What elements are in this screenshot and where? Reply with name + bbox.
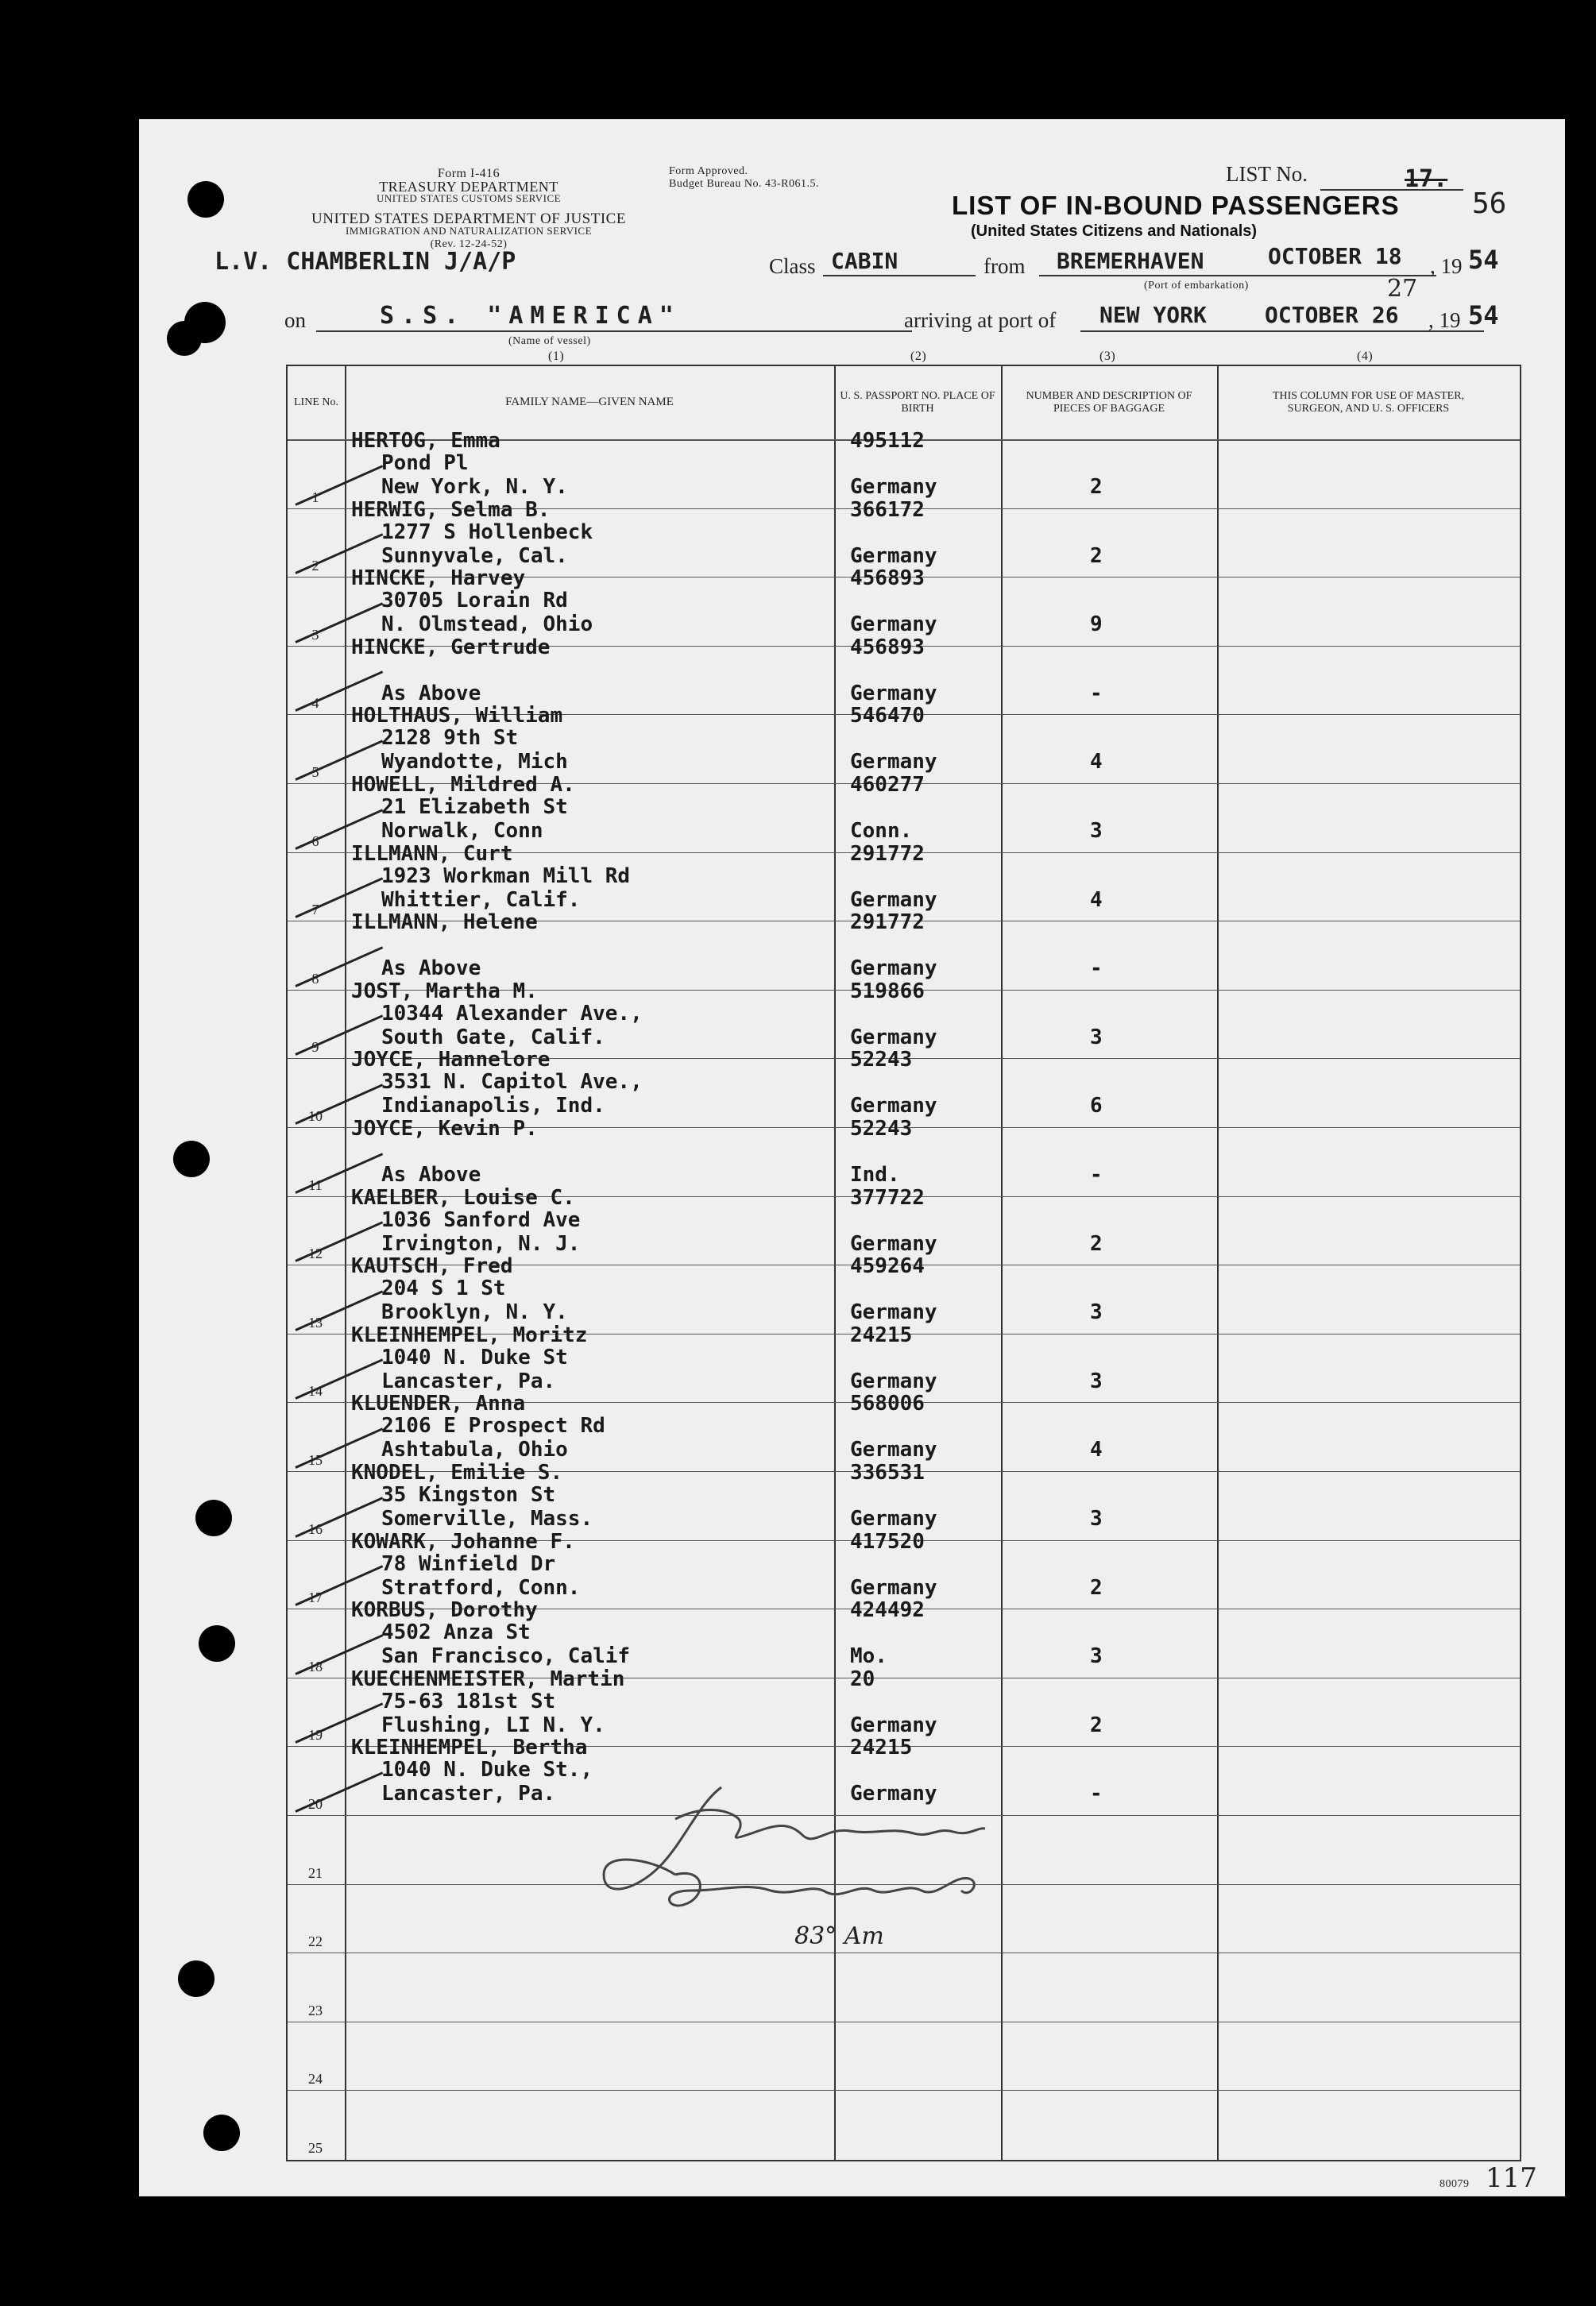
- line-number: 22: [308, 1933, 323, 1950]
- baggage-count: 3: [1090, 1507, 1103, 1531]
- row-divider: [288, 2090, 1520, 2091]
- form-approved: Form Approved.: [669, 165, 748, 177]
- passenger-name: JOYCE, Kevin P.: [351, 1117, 538, 1141]
- baggage-count: -: [1090, 681, 1103, 705]
- col-number-1: (1): [548, 350, 565, 363]
- address-line-2: New York, N. Y.: [381, 475, 568, 499]
- place-of-birth: Germany: [850, 1507, 937, 1531]
- punch-hole-icon: [199, 1625, 235, 1662]
- passenger-name: HOLTHAUS, William: [351, 704, 563, 728]
- on-label: on: [284, 308, 306, 332]
- baggage-count: 9: [1090, 612, 1103, 637]
- class-value: CABIN: [831, 248, 898, 274]
- line-number: 1: [311, 489, 319, 505]
- address-line-1: 1923 Workman Mill Rd: [381, 863, 631, 888]
- baggage-count: 2: [1090, 1231, 1103, 1256]
- line-number: 16: [308, 1520, 323, 1537]
- budget-bureau: Budget Bureau No. 43-R061.5.: [669, 178, 819, 190]
- signature-text: [1049, 1867, 1056, 1868]
- port-embarkation-caption: (Port of embarkation): [1144, 280, 1249, 292]
- address-line-2: Brooklyn, N. Y.: [381, 1300, 568, 1325]
- line-number: 4: [311, 695, 319, 712]
- departure-year: 54: [1468, 245, 1499, 275]
- address-line-1: 1277 S Hollenbeck: [381, 520, 593, 544]
- passport-number: 519866: [850, 979, 925, 1003]
- address-line-2: Ashtabula, Ohio: [381, 1438, 568, 1462]
- address-line-2: Stratford, Conn.: [381, 1575, 581, 1600]
- passenger-name: ILLMANN, Helene: [351, 910, 538, 935]
- line-number: 11: [308, 1176, 323, 1193]
- place-of-birth: Germany: [850, 1231, 937, 1256]
- passport-number: 456893: [850, 566, 925, 591]
- departure-date: OCTOBER 18: [1268, 243, 1402, 269]
- footer-handwritten-number: 117: [1486, 2162, 1537, 2194]
- line-number: 12: [308, 1246, 323, 1262]
- passport-number: 20: [850, 1667, 875, 1691]
- address-line-1: 21 Elizabeth St: [381, 795, 568, 819]
- header-name: FAMILY NAME—GIVEN NAME: [505, 396, 674, 409]
- page-number: 56: [1472, 187, 1507, 220]
- passport-number: 366172: [850, 497, 925, 522]
- address-line-2: Wyandotte, Mich: [381, 750, 568, 774]
- page-subtitle: (United States Citizens and Nationals): [971, 222, 1258, 240]
- address-line-2: Flushing, LI N. Y.: [381, 1713, 605, 1737]
- baggage-count: -: [1090, 1782, 1103, 1806]
- passenger-name: KORBUS, Dorothy: [351, 1598, 538, 1623]
- footer-code: 80079: [1439, 2178, 1470, 2190]
- address-line-1: 2106 E Prospect Rd: [381, 1414, 605, 1439]
- place-of-birth: Germany: [850, 1300, 937, 1325]
- address-line-2: As Above: [381, 956, 481, 981]
- revision-date: (Rev. 12-24-52): [430, 238, 508, 250]
- passport-number: 336531: [850, 1461, 925, 1485]
- passport-number: 456893: [850, 635, 925, 659]
- baggage-count: 6: [1090, 1094, 1103, 1118]
- baggage-count: 3: [1090, 1300, 1103, 1325]
- address-line-1: 2128 9th St: [381, 726, 519, 751]
- address-line-1: 1040 N. Duke St: [381, 1345, 568, 1369]
- address-line-2: South Gate, Calif.: [381, 1025, 605, 1049]
- line-number: 2: [311, 558, 319, 574]
- place-of-birth: Germany: [850, 681, 937, 705]
- passenger-name: JOST, Martha M.: [351, 979, 538, 1003]
- punch-hole-icon: [167, 321, 202, 356]
- header-passport: U. S. PASSPORT NO. PLACE OF BIRTH: [840, 389, 995, 415]
- baggage-count: 4: [1090, 750, 1103, 774]
- col-number-3: (3): [1099, 350, 1116, 363]
- passenger-name: HINCKE, Harvey: [351, 566, 526, 591]
- line-number: 15: [308, 1452, 323, 1468]
- place-of-birth: Germany: [850, 612, 937, 637]
- passenger-name: HOWELL, Mildred A.: [351, 773, 575, 797]
- passport-number: 377722: [850, 1185, 925, 1210]
- punch-hole-icon: [178, 1960, 214, 1997]
- departure-year-prefix: , 19: [1430, 254, 1463, 278]
- header-line-no: LINE No.: [294, 396, 338, 408]
- passenger-name: HERWIG, Selma B.: [351, 497, 551, 522]
- customs-service: UNITED STATES CUSTOMS SERVICE: [376, 192, 562, 204]
- baggage-count: 3: [1090, 819, 1103, 843]
- from-label: from: [983, 254, 1026, 278]
- col-number-4: (4): [1357, 350, 1374, 363]
- line-number: 3: [311, 626, 319, 643]
- passport-number: 24215: [850, 1323, 913, 1347]
- agent-name: L.V. CHAMBERLIN J/A/P: [214, 248, 516, 276]
- arrival-date-correction: 27: [1387, 275, 1418, 303]
- address-line-2: As Above: [381, 1163, 481, 1187]
- place-of-birth: Germany: [850, 1438, 937, 1462]
- baggage-count: 2: [1090, 1575, 1103, 1600]
- place-of-birth: Germany: [850, 956, 937, 981]
- arrival-year-prefix: , 19: [1428, 308, 1461, 332]
- place-of-birth: Conn.: [850, 819, 913, 843]
- place-of-birth: Mo.: [850, 1644, 887, 1669]
- address-line-1: 1040 N. Duke St.,: [381, 1758, 593, 1783]
- punch-hole-icon: [173, 1141, 210, 1177]
- address-line-1: 204 S 1 St: [381, 1277, 506, 1301]
- passenger-name: KAUTSCH, Fred: [351, 1254, 513, 1279]
- passport-number: 460277: [850, 773, 925, 797]
- line-number: 5: [311, 764, 319, 780]
- baggage-count: -: [1090, 1163, 1103, 1187]
- place-of-birth: Germany: [850, 1575, 937, 1600]
- address-line-2: Somerville, Mass.: [381, 1507, 593, 1531]
- list-number: 17.: [1405, 165, 1448, 193]
- passport-number: 291772: [850, 841, 925, 866]
- place-of-birth: Germany: [850, 750, 937, 774]
- address-line-1: 35 Kingston St: [381, 1483, 556, 1507]
- col-number-2: (2): [910, 350, 927, 363]
- list-no-label: LIST No.: [1226, 162, 1308, 186]
- address-line-2: Irvington, N. J.: [381, 1231, 581, 1256]
- address-line-1: 10344 Alexander Ave.,: [381, 1001, 643, 1026]
- vessel-caption: (Name of vessel): [508, 335, 591, 347]
- arriving-label: arriving at port of: [904, 308, 1057, 332]
- baggage-count: 4: [1090, 1438, 1103, 1462]
- place-of-birth: Ind.: [850, 1163, 900, 1187]
- punch-hole-icon: [203, 2115, 240, 2151]
- passenger-name: HINCKE, Gertrude: [351, 635, 551, 659]
- line-number: 10: [308, 1108, 323, 1124]
- address-line-1: 3531 N. Capitol Ave.,: [381, 1070, 643, 1095]
- line-number: 6: [311, 832, 319, 849]
- passenger-name: KOWARK, Johanne F.: [351, 1529, 575, 1554]
- passport-number: 52243: [850, 1048, 913, 1072]
- line-number: 25: [308, 2140, 323, 2156]
- passenger-name: KUECHENMEISTER, Martin: [351, 1667, 625, 1691]
- line-number: 20: [308, 1796, 323, 1812]
- baggage-count: 3: [1090, 1369, 1103, 1393]
- header-baggage: NUMBER AND DESCRIPTION OF PIECES OF BAGGAGE: [1026, 389, 1192, 415]
- passport-number: 24215: [850, 1736, 913, 1760]
- passenger-name: KNODEL, Emilie S.: [351, 1461, 563, 1485]
- address-line-1: Pond Pl: [381, 451, 469, 475]
- treasury-dept: TREASURY DEPARTMENT: [379, 179, 558, 195]
- address-line-2: Sunnyvale, Cal.: [381, 543, 568, 568]
- place-of-birth: Germany: [850, 1094, 937, 1118]
- page-title: LIST OF IN-BOUND PASSENGERS: [952, 191, 1400, 220]
- address-line-1: 4502 Anza St: [381, 1620, 531, 1645]
- address-line-2: San Francisco, Calif: [381, 1644, 631, 1669]
- line-number: 8: [311, 970, 319, 987]
- address-line-1: 30705 Lorain Rd: [381, 589, 568, 613]
- address-line-2: Norwalk, Conn: [381, 819, 543, 843]
- place-of-birth: Germany: [850, 1025, 937, 1049]
- address-line-2: Lancaster, Pa.: [381, 1782, 556, 1806]
- header-official-use: THIS COLUMN FOR USE OF MASTER, SURGEON, AND U. S. OFFICERS: [1272, 389, 1465, 415]
- line-number: 21: [308, 1864, 323, 1881]
- vessel-name: S.S. "AMERICA": [380, 302, 681, 330]
- form-number: Form I-416: [437, 167, 500, 180]
- address-line-2: Lancaster, Pa.: [381, 1369, 556, 1393]
- signature-time: 83° Am: [794, 1922, 884, 1950]
- passport-number: 291772: [850, 910, 925, 935]
- baggage-count: 4: [1090, 887, 1103, 912]
- baggage-count: 2: [1090, 1713, 1103, 1737]
- line-number: 17: [308, 1589, 323, 1606]
- place-of-birth: Germany: [850, 1369, 937, 1393]
- address-line-1: 75-63 181st St: [381, 1689, 556, 1713]
- passport-number: 417520: [850, 1529, 925, 1554]
- passport-number: 495112: [850, 429, 925, 453]
- port-embarkation: BREMERHAVEN: [1057, 248, 1204, 274]
- punch-hole-icon: [187, 181, 224, 218]
- baggage-count: 3: [1090, 1025, 1103, 1049]
- line-number: 18: [308, 1658, 323, 1674]
- address-line-1: 78 Winfield Dr: [381, 1551, 556, 1576]
- passenger-name: KLEINHEMPEL, Bertha: [351, 1736, 588, 1760]
- place-of-birth: Germany: [850, 543, 937, 568]
- address-line-1: 1036 Sanford Ave: [381, 1207, 581, 1232]
- passenger-name: JOYCE, Hannelore: [351, 1048, 551, 1072]
- baggage-count: -: [1090, 956, 1103, 981]
- baggage-count: 3: [1090, 1644, 1103, 1669]
- line-number: 23: [308, 2002, 323, 2018]
- passenger-name: KAELBER, Louise C.: [351, 1185, 575, 1210]
- place-of-birth: Germany: [850, 1782, 937, 1806]
- ins-service: IMMIGRATION AND NATURALIZATION SERVICE: [345, 225, 593, 237]
- passport-number: 52243: [850, 1117, 913, 1141]
- address-line-2: As Above: [381, 681, 481, 705]
- place-of-birth: Germany: [850, 475, 937, 499]
- passport-number: 424492: [850, 1598, 925, 1623]
- place-of-birth: Germany: [850, 887, 937, 912]
- place-of-birth: Germany: [850, 1713, 937, 1737]
- line-number: 19: [308, 1727, 323, 1744]
- address-line-2: N. Olmstead, Ohio: [381, 612, 593, 637]
- line-number: 14: [308, 1383, 323, 1400]
- arrival-year: 54: [1468, 300, 1499, 330]
- passenger-name: HERTOG, Emma: [351, 429, 500, 453]
- punch-hole-icon: [195, 1500, 232, 1536]
- baggage-count: 2: [1090, 543, 1103, 568]
- passport-number: 546470: [850, 704, 925, 728]
- justice-dept: UNITED STATES DEPARTMENT OF JUSTICE: [311, 211, 626, 227]
- arrival-date: OCTOBER 26: [1265, 302, 1399, 328]
- line-number: 9: [311, 1039, 319, 1056]
- passport-number: 459264: [850, 1254, 925, 1279]
- passenger-name: KLEINHEMPEL, Moritz: [351, 1323, 588, 1347]
- address-line-2: Whittier, Calif.: [381, 887, 581, 912]
- passenger-name: KLUENDER, Anna: [351, 1392, 526, 1416]
- line-number: 24: [308, 2071, 323, 2088]
- address-line-2: Indianapolis, Ind.: [381, 1094, 605, 1118]
- line-number: 13: [308, 1314, 323, 1331]
- passport-number: 568006: [850, 1392, 925, 1416]
- baggage-count: 2: [1090, 475, 1103, 499]
- passenger-name: ILLMANN, Curt: [351, 841, 513, 866]
- arrival-port: NEW YORK: [1099, 302, 1207, 328]
- class-label: Class: [769, 254, 816, 278]
- line-number: 7: [311, 902, 319, 918]
